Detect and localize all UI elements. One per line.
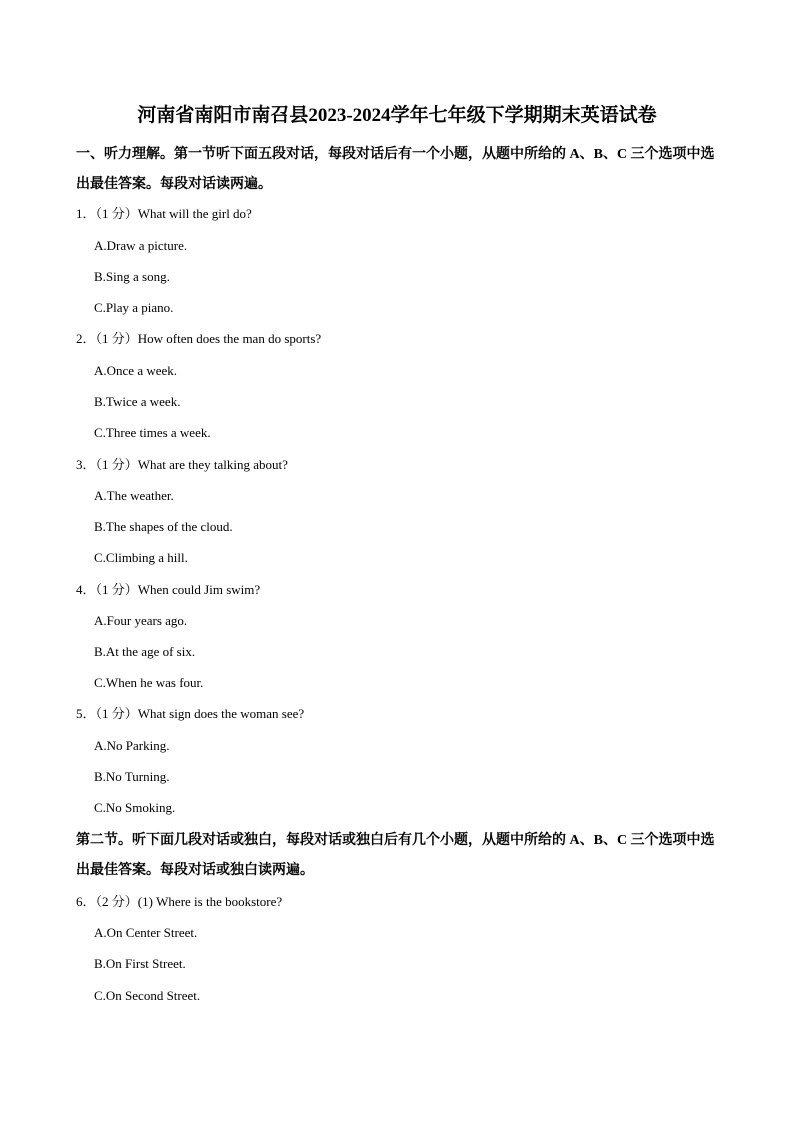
page-title: 河南省南阳市南召县2023-2024学年七年级下学期期末英语试卷: [137, 105, 657, 126]
question-option: B.At the age of six.: [94, 644, 196, 659]
question-stem: 5．（1 分）What sign does the woman see?: [76, 706, 305, 721]
section-instructions-line: 一、听力理解。第一节听下面五段对话，每段对话后有一个小题，从题中所给的 A、B、C 三个选项中选: [76, 147, 715, 162]
section-instructions-line: 出最佳答案。每段对话读两遍。: [76, 177, 272, 192]
question-stem: 1．（1 分）What will the girl do?: [76, 206, 252, 221]
question-option: B.On First Street.: [94, 956, 186, 971]
question-option: A.Four years ago.: [94, 613, 188, 628]
question-option: A.On Center Street.: [94, 925, 198, 940]
question-option: A.Once a week.: [94, 363, 178, 378]
question-option: C.When he was four.: [94, 675, 204, 690]
question-stem: 4．（1 分）When could Jim swim?: [76, 582, 261, 597]
question-option: A.No Parking.: [94, 738, 170, 753]
section-instructions-1: [76, 140, 726, 200]
question-option: C.No Smoking.: [94, 800, 176, 815]
question-option: A.The weather.: [94, 488, 174, 503]
question-option: C.On Second Street.: [94, 988, 201, 1003]
question-option: C.Three times a week.: [94, 425, 211, 440]
question-option: B.The shapes of the cloud.: [94, 519, 233, 534]
question-option: B.Sing a song.: [94, 269, 170, 284]
question-stem: 2．（1 分）How often does the man do sports?: [76, 331, 322, 346]
section-instructions-2: [76, 826, 726, 886]
section-instructions-line: 出最佳答案。每段对话或独白读两遍。: [76, 863, 314, 878]
question-option: B.Twice a week.: [94, 394, 181, 409]
question-option: C.Play a piano.: [94, 300, 174, 315]
question-stem: 6．（2 分）(1) Where is the bookstore?: [76, 894, 283, 909]
question-option: A.Draw a picture.: [94, 238, 188, 253]
question-option: B.No Turning.: [94, 769, 170, 784]
question-stem: 3．（1 分）What are they talking about?: [76, 457, 288, 472]
section-instructions-line: 第二节。听下面几段对话或独白，每段对话或独白后有几个小题，从题中所给的 A、B、C 三个选项中选: [76, 833, 715, 848]
question-option: C.Climbing a hill.: [94, 550, 188, 565]
